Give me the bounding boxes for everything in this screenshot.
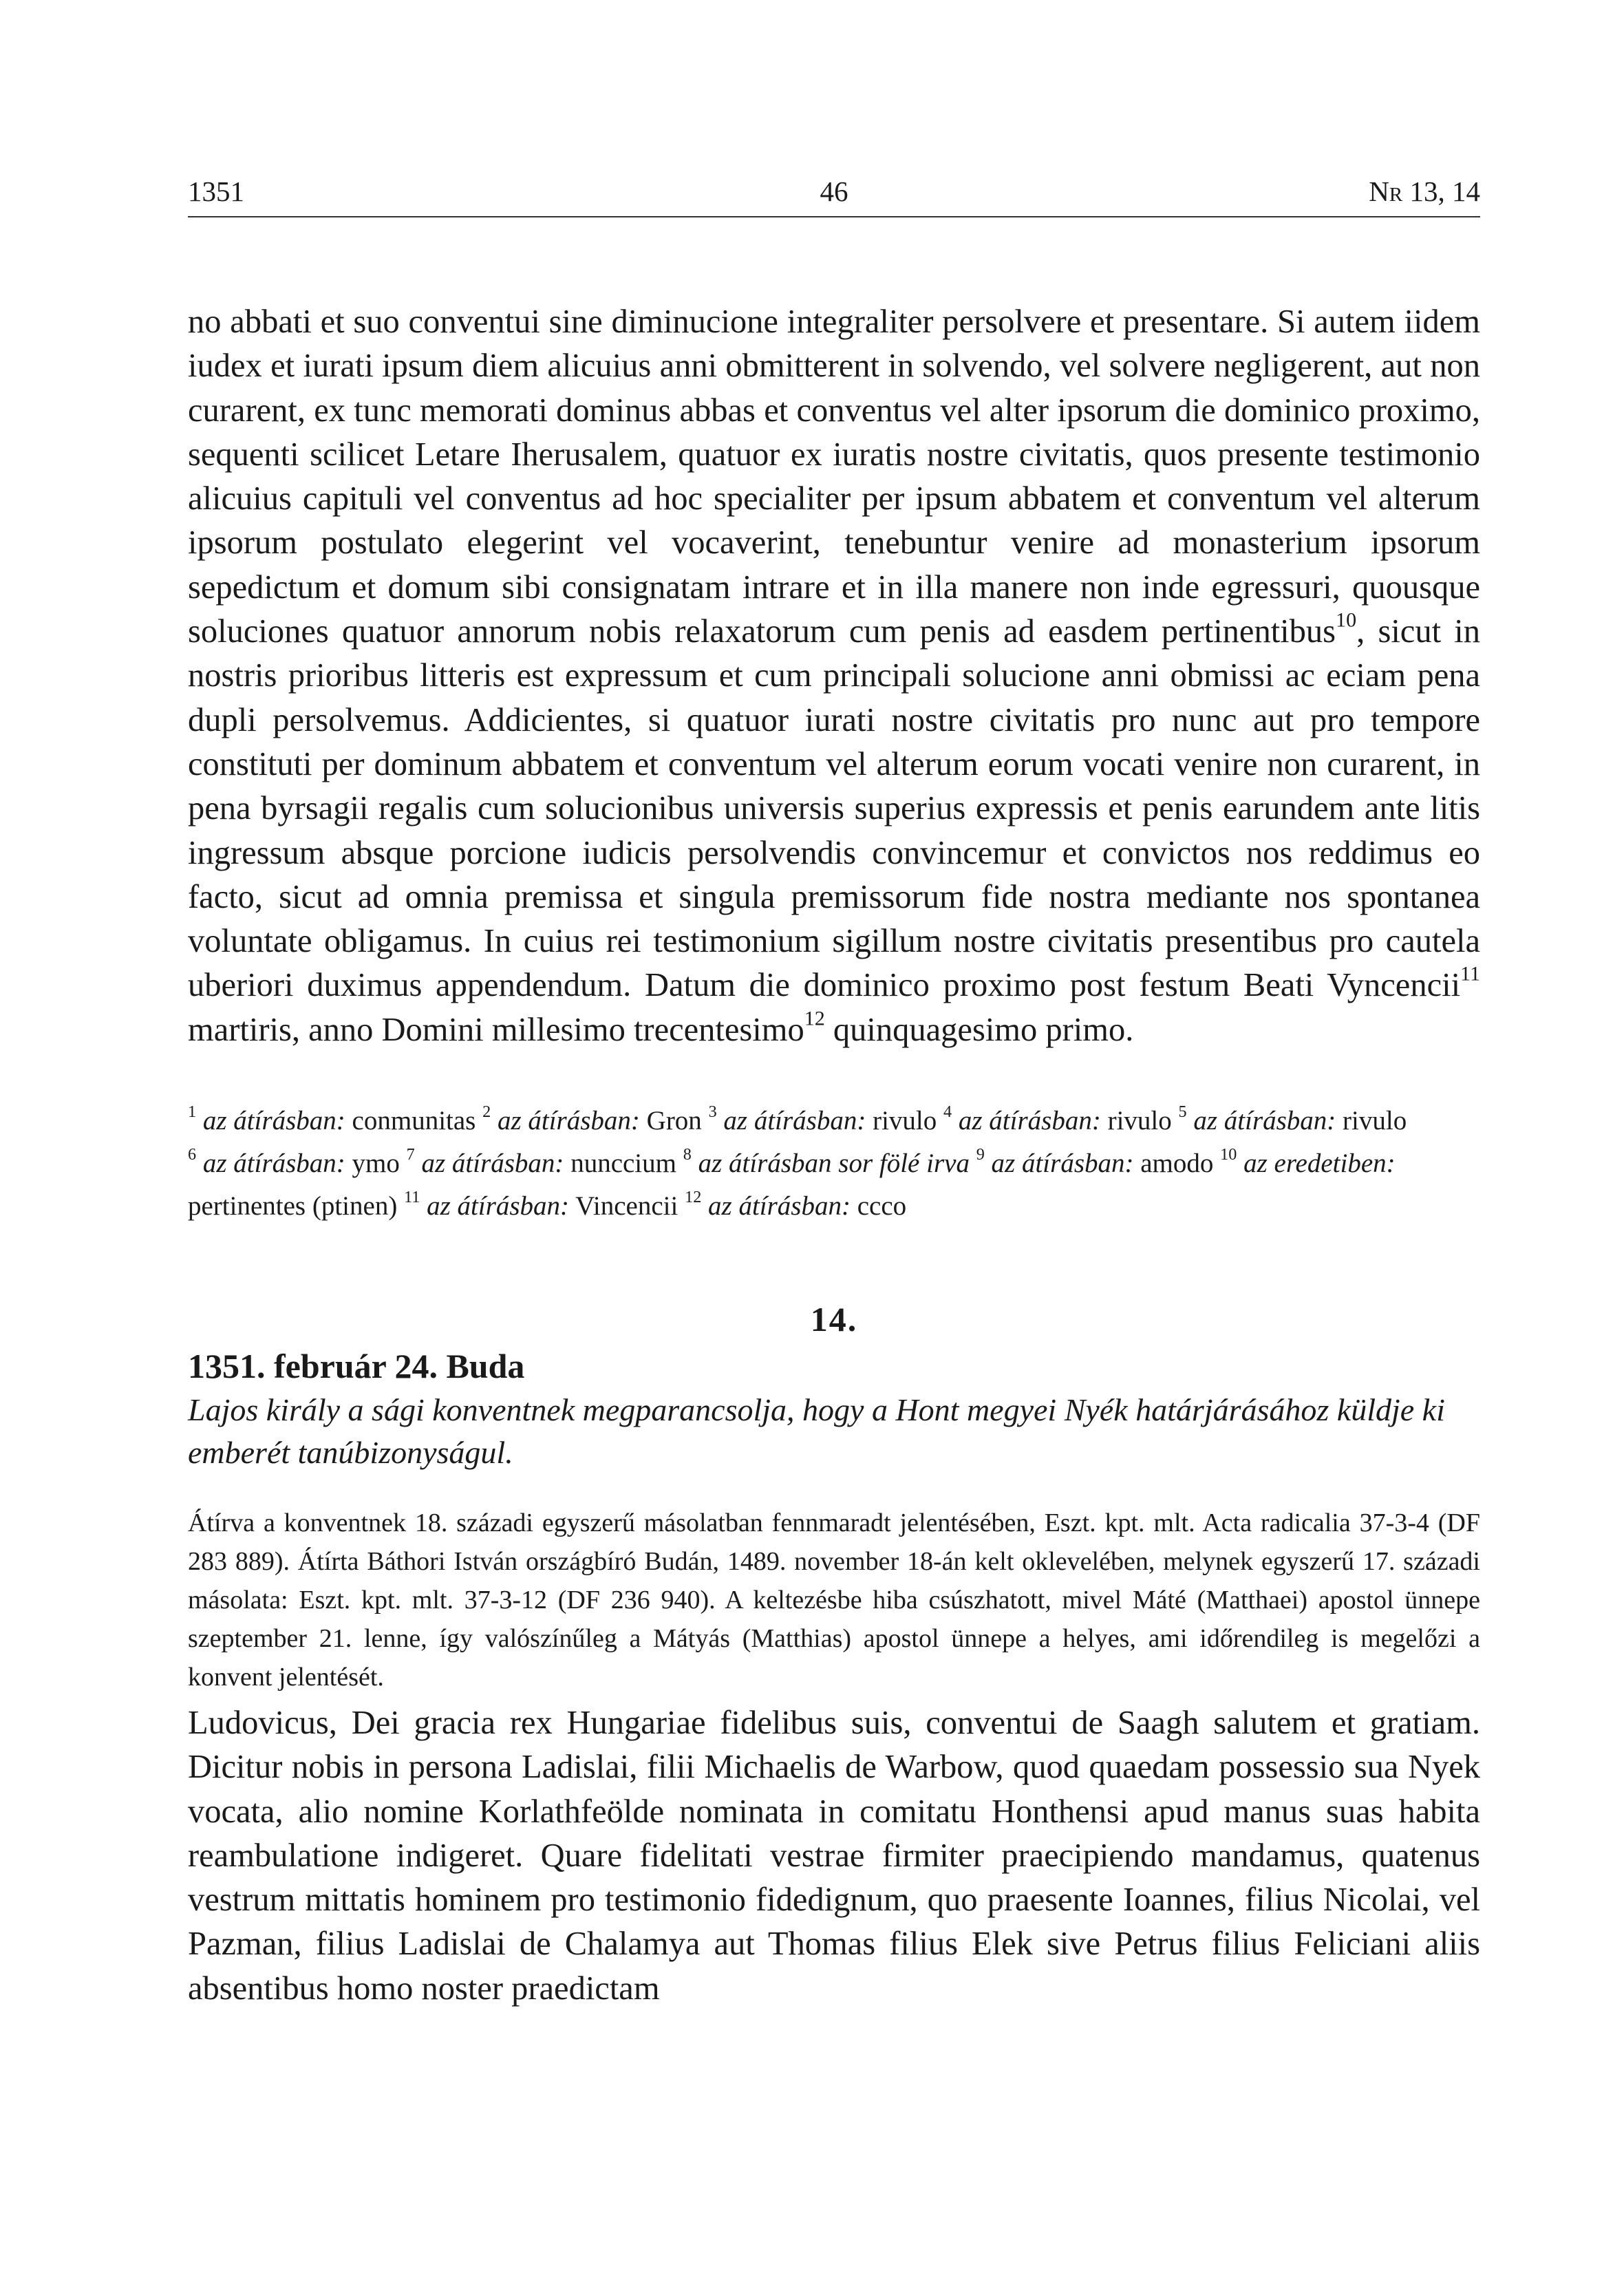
footnote-number: 3 [708, 1102, 717, 1121]
doc13-continuation-text [188, 300, 1480, 1052]
footnote [976, 1144, 1214, 1178]
footnote-label: az átírásban: [497, 1106, 640, 1136]
footnote [708, 1102, 937, 1136]
footnote-number: 9 [976, 1144, 985, 1164]
footnote [188, 1102, 476, 1136]
footnote-text: Gron [646, 1106, 702, 1136]
footnote-ref: 10 [1336, 608, 1357, 632]
text-segment: quinquagesimo primo. [824, 1011, 1134, 1048]
footnote [404, 1187, 679, 1221]
header-year: 1351 [188, 175, 244, 207]
footnote-number: 6 [188, 1144, 197, 1164]
footnote-label: az átírásban: [427, 1191, 570, 1221]
footnote-label: az átírásban: [708, 1191, 851, 1221]
footnote-label: az átírásban: [723, 1106, 866, 1136]
footnote-number: 5 [1178, 1102, 1187, 1121]
footnote [1220, 1144, 1396, 1178]
footnote-text: Vincencii [575, 1191, 679, 1221]
footnote-text: conmunitas [352, 1106, 476, 1136]
footnote [188, 1144, 400, 1178]
footnote-label: az átírásban: [991, 1149, 1134, 1178]
footnote-number: 7 [406, 1144, 415, 1164]
document-number: 14. [810, 1300, 858, 1339]
footnote-number: 4 [943, 1102, 952, 1121]
text-segment: martiris, anno Domini millesimo trecentesimo [188, 1011, 804, 1048]
footnote-label: az eredetiben: [1243, 1149, 1396, 1178]
page [188, 0, 1480, 2271]
footnote-number: 2 [482, 1102, 491, 1121]
footnote-text: rivulo [873, 1106, 937, 1136]
footnote-line [188, 1100, 1480, 1142]
footnote [683, 1144, 970, 1178]
document-source-note: Átírva a konventnek 18. századi egyszerű másolatban fennmaradt jelentésében, Eszt. kpt. mlt. Acta radicalia 37-3-4 (DF 283 889). Átírta Báthori István országbíró Budán, 1489. november 18-án kelt oklevelében, melynek egyszerű 17. századi másolata: Eszt. kpt. mlt. 37-3-12 (DF 236 940). A keltezésbe hiba csúszhatott, mivel Máté (Matthaei) apostol ünnepe szeptember 21. lenne, így valószínűleg a Mátyás (Matthias) apostol ünnepe a helyes, ami időrendileg is megelőzi a konvent jelentését. [188, 1508, 1480, 1692]
document-date-place: 1351. február 24. Buda [188, 1347, 525, 1385]
footnote-text: ccco [857, 1191, 907, 1221]
text-segment: no abbati et suo conventui sine diminucione integraliter persolvere et presentare. Si autem iidem iudex et iurati ipsum diem alicuius anni obmitterent in solvendo, vel solvere negligerent, aut non curarent, ex tunc memorati dominus abbas et conventus vel alter ipsorum die dominico proximo, sequenti scilicet Letare Iherusalem, quatuor ex iuratis nostre civitatis, quos presente testimonio alicuius capituli vel conventus ad hoc specialiter per ipsum abbatem et conventum vel alterum ipsorum postulato elegerint vel vocaverint, tenebuntur venire ad monasterium ipsorum sepedictum et domum sibi consignatam intrare et in illa manere non inde egressuri, quousque soluciones quatuor annorum nobis relaxatorum cum penis ad easdem pertinentibus [188, 303, 1480, 650]
footnote-number: 11 [404, 1187, 420, 1206]
footnote-text: ymo [352, 1149, 400, 1178]
document-text: Ludovicus, Dei gracia rex Hungariae fidelibus suis, conventui de Saagh salutem et gratiam. Dicitur nobis in persona Ladislai, filii Michaelis de Warbow, quod quaedam possessio sua Nyek vocata, alio nomine Korlathfeölde nominata in comitatu Honthensi apud manus suas habita reambulatione indigeret. Quare fidelitati vestrae firmiter praecipiendo mandamus, quatenus vestrum mittatis hominem pro testimonio fidedignum, quo praesente Ioannes, filius Nicolai, vel Pazman, filius Ladislai de Chalamya aut Thomas filius Elek sive Petrus filius Feliciani aliis absentibus homo noster praedictam [188, 1705, 1480, 2007]
footnote-line [188, 1142, 1480, 1185]
footnote-number: 1 [188, 1102, 197, 1121]
running-head [188, 171, 1480, 212]
footnote [685, 1187, 907, 1221]
footnote-label: az átírásban: [1193, 1106, 1336, 1136]
footnote-number: 12 [685, 1187, 702, 1206]
footnotes [188, 1100, 1480, 1228]
footnote-ref: 12 [804, 1006, 825, 1030]
document-summary: Lajos király a sági konventnek megparancsolja, hogy a Hont megyei Nyék határjárásához küldje ki emberét tanúbizonyságul. [188, 1392, 1445, 1470]
header-doc-numbers: Nr 13, 14 [1369, 175, 1480, 207]
footnote [943, 1102, 1172, 1136]
footnote-text: nunccium [570, 1149, 676, 1178]
footnote-text: rivulo [1343, 1106, 1407, 1136]
footnote-number: 8 [683, 1144, 692, 1164]
footnote-label: az átírásban: [958, 1106, 1101, 1136]
footnote-line [188, 1185, 1480, 1228]
header-rule [188, 216, 1480, 217]
footnote-ref: 11 [1460, 961, 1480, 985]
footnote-text: pertinentes (ptinen) [188, 1191, 398, 1221]
footnote-label: az átírásban: [202, 1106, 345, 1136]
footnote [1178, 1102, 1407, 1136]
page-number: 46 [820, 175, 848, 207]
footnote-label: az átírásban sor fölé irva [698, 1149, 970, 1178]
footnote-text: rivulo [1107, 1106, 1172, 1136]
footnote-label: az átírásban: [421, 1149, 564, 1178]
footnote-text: amodo [1140, 1149, 1214, 1178]
footnote [406, 1144, 676, 1178]
text-segment: , sicut in nostris prioribus litteris est expressum et cum principali solucione anni obmissi ac eciam pena dupli persolvemus. Addicientes, si quatuor iurati nostre civitatis pro nunc aut pro tempore constituti per dominum abbatem et conventum vel alterum eorum vocati venire non curarent, in pena byrsagii regalis cum solucionibus universis superius expressis et penis earundem ante litis ingressum absque porcione iudicis persolvendis convincemur et convictos nos reddimus eo facto, sicut ad omnia premissa et singula premissorum fide nostra mediante nos spontanea voluntate obligamus. In cuius rei testimonium sigillum nostre civitatis presentibus pro cautela uberiori duximus appendendum. Datum die dominico proximo post festum Beati Vyncencii [188, 613, 1480, 1004]
footnote [482, 1102, 702, 1136]
footnote-label: az átírásban: [202, 1149, 345, 1178]
footnote-number: 10 [1220, 1144, 1237, 1164]
